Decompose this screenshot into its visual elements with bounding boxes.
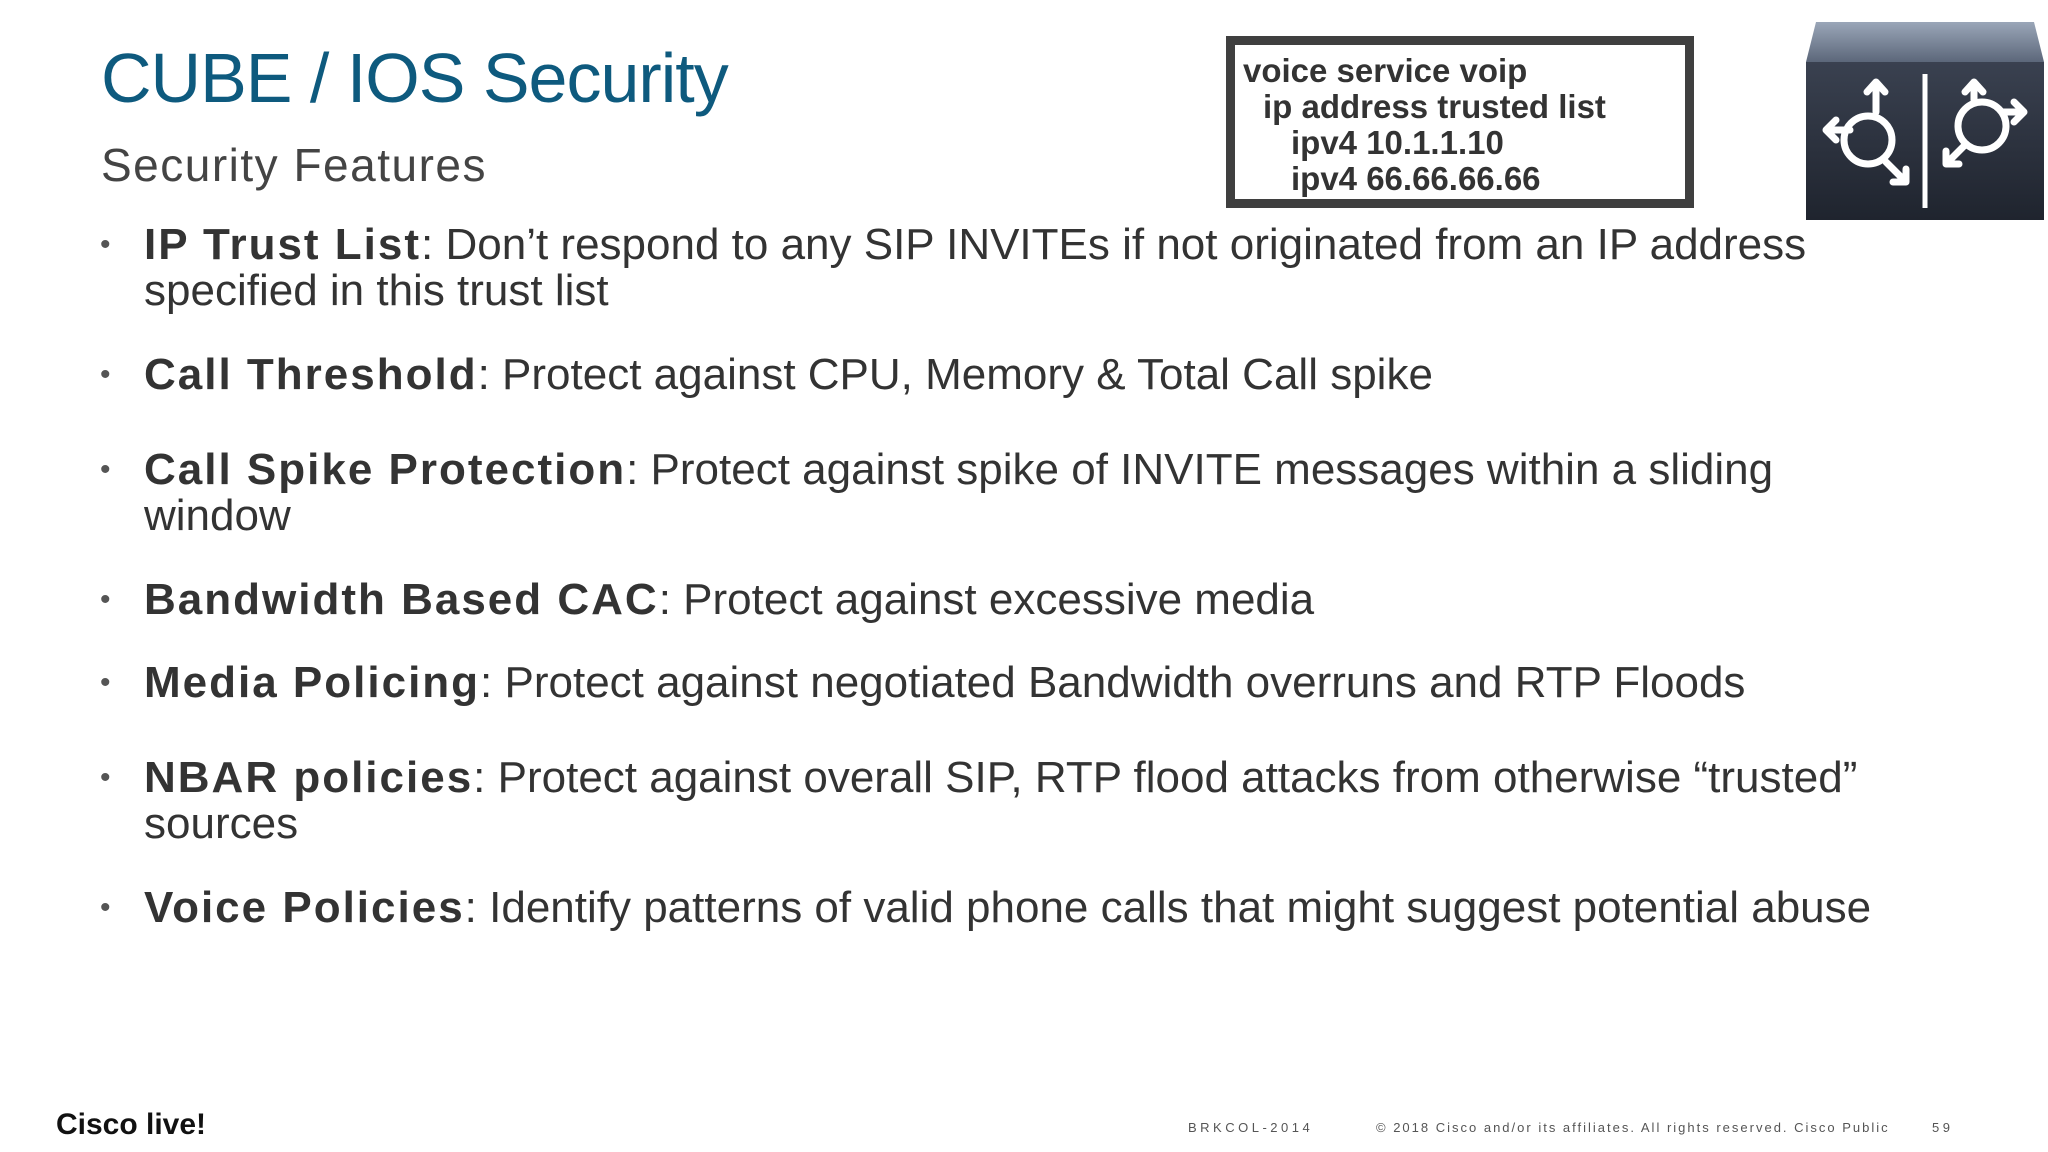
feature-term: Call Spike Protection — [144, 445, 627, 494]
feature-term: Media Policing — [144, 658, 481, 707]
bullet-dot: • — [100, 583, 111, 616]
bullet-dot: • — [100, 358, 111, 391]
config-line: ipv4 10.1.1.10 — [1291, 124, 1504, 161]
config-line: ipv4 66.66.66.66 — [1291, 160, 1541, 197]
page-subtitle: Security Features — [101, 139, 487, 191]
cisco-live-logo — [56, 1084, 216, 1144]
feature-term: Call Threshold — [144, 350, 478, 399]
bullet-dot: • — [100, 453, 111, 486]
feature-term: Voice Policies — [144, 883, 465, 932]
feature-description-continued: window — [144, 491, 291, 540]
feature-description: : Don’t respond to any SIP INVITEs if not originated from an IP address — [421, 220, 1807, 269]
session-id: BRKCOL-2014 — [1188, 1120, 1314, 1135]
bullet-dot: • — [100, 761, 111, 794]
config-line: ip address trusted list — [1263, 88, 1606, 125]
config-code-box — [1226, 36, 1694, 208]
feature-description: : Identify patterns of valid phone calls that might suggest potential abuse — [464, 883, 1872, 932]
feature-description-continued: sources — [144, 799, 299, 848]
bullet-dot: • — [100, 891, 111, 924]
bullet-dot: • — [100, 666, 111, 699]
router-icon — [1806, 22, 2044, 220]
feature-description: : Protect against overall SIP, RTP flood attacks from otherwise “trusted” — [473, 753, 1858, 802]
feature-description: : Protect against excessive media — [658, 575, 1315, 624]
cisco-live-logo-text: Cisco live! — [56, 1108, 206, 1141]
feature-description-continued: specified in this trust list — [144, 266, 609, 315]
feature-term: IP Trust List — [144, 220, 422, 269]
page-number: 59 — [1932, 1120, 1954, 1135]
feature-description: : Protect against CPU, Memory & Total Call spike — [477, 350, 1433, 399]
feature-term: NBAR policies — [144, 753, 474, 802]
feature-description: : Protect against negotiated Bandwidth overruns and RTP Floods — [480, 658, 1746, 707]
bullet-dot: • — [100, 228, 111, 261]
feature-term: Bandwidth Based CAC — [144, 575, 659, 624]
page-title: CUBE / IOS Security — [101, 39, 728, 117]
config-line: voice service voip — [1243, 52, 1528, 89]
copyright: © 2018 Cisco and/or its affiliates. All rights reserved. Cisco Public — [1376, 1120, 1890, 1135]
feature-description: : Protect against spike of INVITE messages within a sliding — [626, 445, 1774, 494]
